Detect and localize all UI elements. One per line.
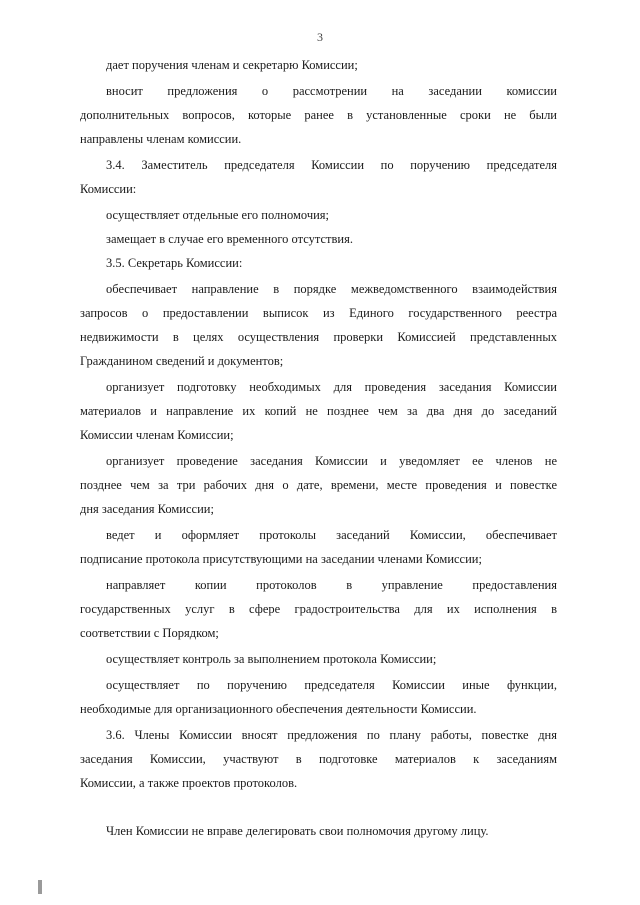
text-line: замещает в случае его временного отсутствия. (106, 232, 353, 246)
section-heading: 3.5. Секретарь Комиссии: (106, 256, 243, 270)
text-line: направлены членам комиссии. (80, 132, 242, 146)
text-line: Комиссии: (80, 182, 137, 196)
text-line: Гражданином сведений и документов; (80, 354, 284, 368)
text-line: осуществляет отдельные его полномочия; (106, 208, 330, 222)
text-line: осуществляет контроль за выполнением протокола Комиссии; (106, 652, 437, 666)
text-line: необходимые для организационного обеспечения деятельности Комиссии. (80, 702, 477, 716)
text-line: дня заседания Комиссии; (80, 502, 214, 516)
text-line: дает поручения членам и секретарю Комиссии; (106, 58, 358, 72)
text-line: дополнительных вопросов, которые ранее в установленные сроки не были (80, 108, 557, 122)
text-line: 3.4. Заместитель председателя Комиссии по поручению председателя (106, 158, 557, 172)
text-line: вносит предложения о рассмотрении на заседании комиссии (106, 84, 557, 98)
text-line: запросов о предоставлении выписок из Единого государственного реестра (80, 306, 557, 320)
text-line: Член Комиссии не вправе делегировать свои полномочия другому лицу. (106, 824, 489, 838)
text-line: недвижимости в целях осуществления проверки Комиссией представленных (80, 330, 557, 344)
text-line: материалов и направление их копий не позднее чем за два дня до заседаний (80, 404, 557, 418)
text-line: осуществляет по поручению председателя Комиссии иные функции, (106, 678, 557, 692)
page-number: 3 (317, 30, 323, 44)
text-line: обеспечивает направление в порядке межведомственного взаимодействия (106, 282, 557, 296)
text-line: заседания Комиссии, участвуют в подготовке материалов к заседаниям (80, 752, 557, 766)
text-line: позднее чем за три рабочих дня о дате, времени, месте проведения и повестке (80, 478, 557, 492)
text-line: Комиссии, а также проектов протоколов. (80, 776, 298, 790)
text-line: 3.6. Члены Комиссии вносят предложения по плану работы, повестке дня (106, 728, 557, 742)
text-line: направляет копии протоколов в управление предоставления (106, 578, 557, 592)
text-line: организует проведение заседания Комиссии и уведомляет ее членов не (106, 454, 557, 468)
scan-mark (38, 880, 42, 894)
text-line: организует подготовку необходимых для проведения заседания Комиссии (106, 380, 557, 394)
text-line: государственных услуг в сфере градостроительства для их исполнения в (80, 602, 557, 616)
text-line: ведет и оформляет протоколы заседаний Комиссии, обеспечивает (106, 528, 557, 542)
text-line: Комиссии членам Комиссии; (80, 428, 234, 442)
text-line: соответствии с Порядком; (80, 626, 219, 640)
text-line: подписание протокола присутствующими на заседании членами Комиссии; (80, 552, 482, 566)
